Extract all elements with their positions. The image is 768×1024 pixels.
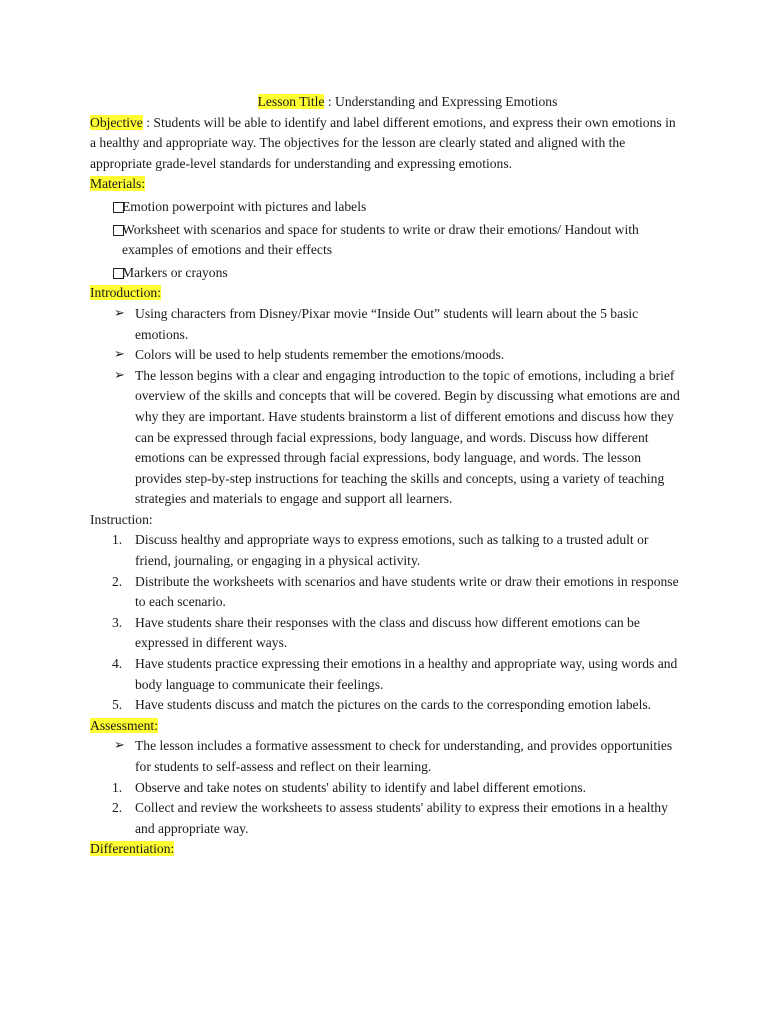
lesson-title-text: Understanding and Expressing Emotions	[335, 94, 558, 109]
list-item: ➢ The lesson begins with a clear and engaging introduction to the topic of emotions, including a brief overview of the skills and concepts that will be covered. Begin by discussing what emotions are and why they are important. Have students brainstorm a list of different emotions and discuss how they can be expressed through facial expressions, body language, and words. Discuss how different emotions can be expressed through facial expressions, body language, and words. The lesson provides step-by-step instructions for teaching the skills and concepts, using a variety of teaching strategies and materials to engage and support all learners.	[114, 367, 680, 507]
list-item: ➢ Colors will be used to help students remember the emotions/moods.	[90, 345, 685, 366]
differentiation-heading: Differentiation:	[90, 841, 175, 857]
objective-label: Objective	[90, 114, 143, 130]
introduction-list	[90, 304, 685, 510]
list-item: 2. Collect and review the worksheets to assess students' ability to express their emotions in a healthy and appropriate way.	[112, 800, 668, 836]
list-item: 2. Distribute the worksheets with scenarios and have students write or draw their emotions in response to each scenario.	[112, 573, 679, 610]
list-item: 3. Have students share their responses with the class and discuss how different emotions can be expressed in different ways.	[112, 614, 640, 651]
list-item: 4. Have students practice expressing their emotions in a healthy and appropriate way, using words and body language to communicate their feelings.	[112, 656, 678, 692]
introduction-heading: Introduction:	[90, 285, 161, 301]
checkbox-icon	[113, 225, 124, 236]
list-item: 5. Have students discuss and match the pictures on the cards to the corresponding emotion labels.	[112, 697, 652, 713]
materials-heading: Materials:	[90, 176, 146, 192]
list-item: ➢ Using characters from Disney/Pixar movie “Inside Out” students will learn about the 5 basic emotions.	[114, 305, 639, 342]
instruction-list	[90, 530, 685, 715]
list-item: 1. Observe and take notes on students' ability to identify and label different emotions.	[112, 779, 587, 795]
assessment-list	[90, 778, 685, 840]
lesson-title-label: Lesson Title	[257, 94, 325, 109]
objective-text: : Students will be able to identify and label different emotions, and express their own emotions in a healthy and appropriate way. The objectives for the lesson are clearly stated and aligned with the appropriate grade-level standards for understanding and expressing emotions.	[90, 114, 676, 171]
list-item: 1. Discuss healthy and appropriate ways to express emotions, such as talking to a trusted adult or friend, journaling, or engaging in a physical activity.	[112, 532, 649, 569]
assessment-heading: Assessment:	[90, 717, 158, 733]
instruction-heading: Instruction:	[90, 511, 153, 527]
assessment-bullets	[90, 736, 685, 777]
materials-list	[90, 197, 685, 283]
checkbox-icon	[113, 202, 124, 213]
list-item: ➢ The lesson includes a formative assessment to check for understanding, and provides opportunities for students to self-assess and reflect on their learning.	[114, 738, 673, 774]
list-item: Emotion powerpoint with pictures and labels	[90, 197, 685, 218]
lesson-plan	[90, 92, 685, 860]
arrow-bullet-icon: ➢	[114, 347, 125, 363]
list-item: Markers or crayons	[90, 263, 685, 284]
arrow-bullet-icon: ➢	[114, 305, 125, 321]
arrow-bullet-icon: ➢	[114, 738, 125, 754]
checkbox-icon	[113, 268, 124, 279]
arrow-bullet-icon: ➢	[114, 367, 125, 383]
objective-paragraph	[90, 113, 685, 175]
list-item: Worksheet with scenarios and space for students to write or draw their emotions/ Handout with examples of emotions and their effects	[90, 220, 685, 261]
page-title: Lesson Title : Understanding and Expressing Emotions	[257, 94, 558, 109]
